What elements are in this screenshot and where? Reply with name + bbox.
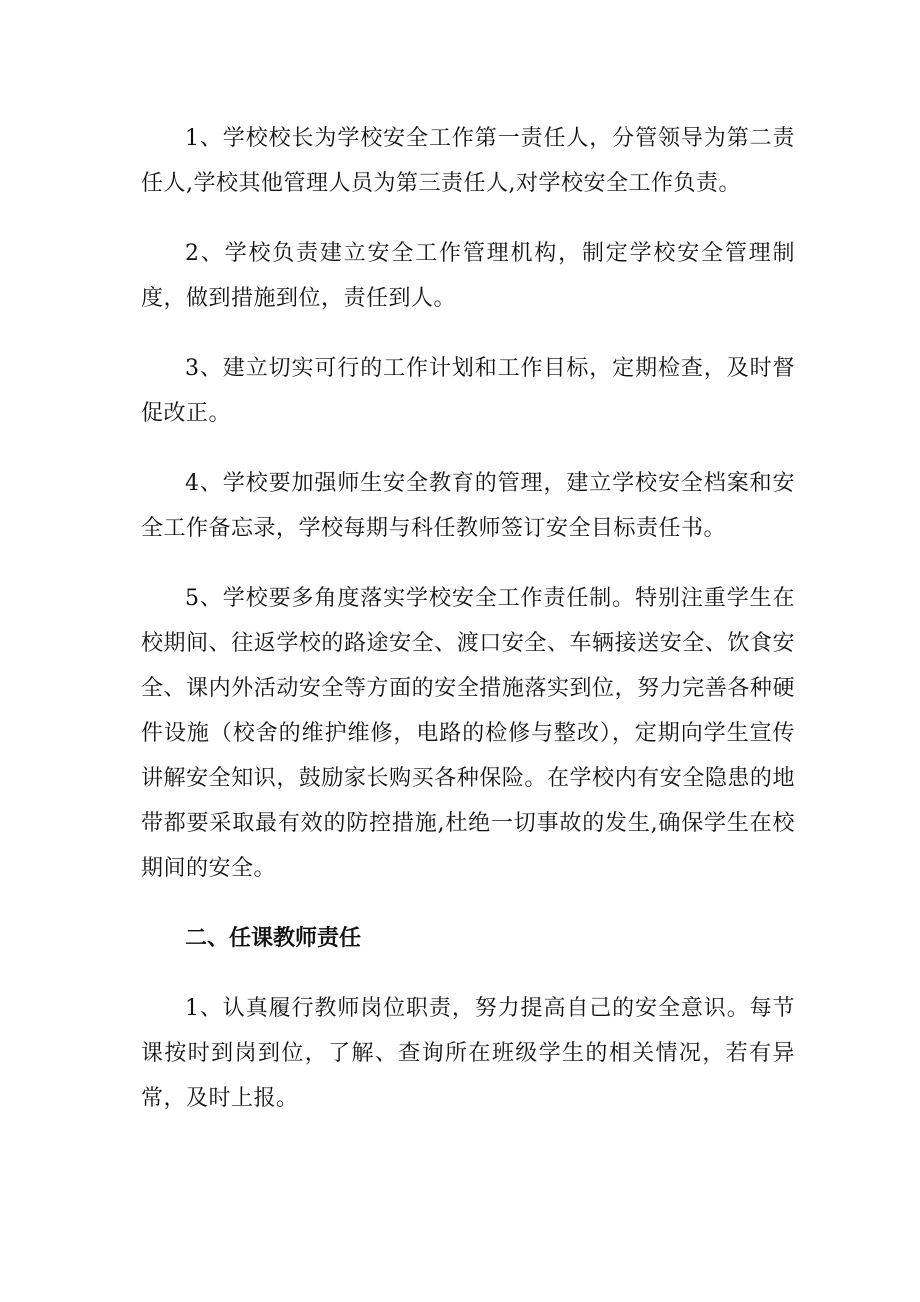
section-heading-teacher-responsibility: 二、任课教师责任 <box>185 925 362 951</box>
document-page <box>141 116 795 1146</box>
paragraph-2: 2、学校负责建立安全工作管理机构，制定学校安全管理制度，做到措施到位，责任到人。 <box>141 241 795 311</box>
paragraph-1: 1、学校校长为学校安全工作第一责任人，分管领导为第二责任人,学校其他管理人员为第三责任人,对学校安全工作负责。 <box>141 126 795 196</box>
paragraph-3: 3、建立切实可行的工作计划和工作目标，定期检查，及时督促改正。 <box>141 356 795 426</box>
section2-paragraph-1: 1、认真履行教师岗位职责，努力提高自己的安全意识。每节课按时到岗到位，了解、查询所在班级学生的相关情况，若有异常，及时上报。 <box>141 996 795 1111</box>
paragraph-4: 4、学校要加强师生安全教育的管理，建立学校安全档案和安全工作备忘录，学校每期与科任教师签订安全目标责任书。 <box>141 471 795 541</box>
paragraph-5: 5、学校要多角度落实学校安全工作责任制。特别注重学生在校期间、往返学校的路途安全、渡口安全、车辆接送安全、饮食安全、课内外活动安全等方面的安全措施落实到位，努力完善各种硬件设施（校舍的维护维修，电路的检修与整改），定期向学生宣传讲解安全知识，鼓励家长购买各种保险。在学校内有安全隐患的地带都要采取最有效的防控措施,杜绝一切事故的发生,确保学生在校期间的安全。 <box>141 586 795 881</box>
